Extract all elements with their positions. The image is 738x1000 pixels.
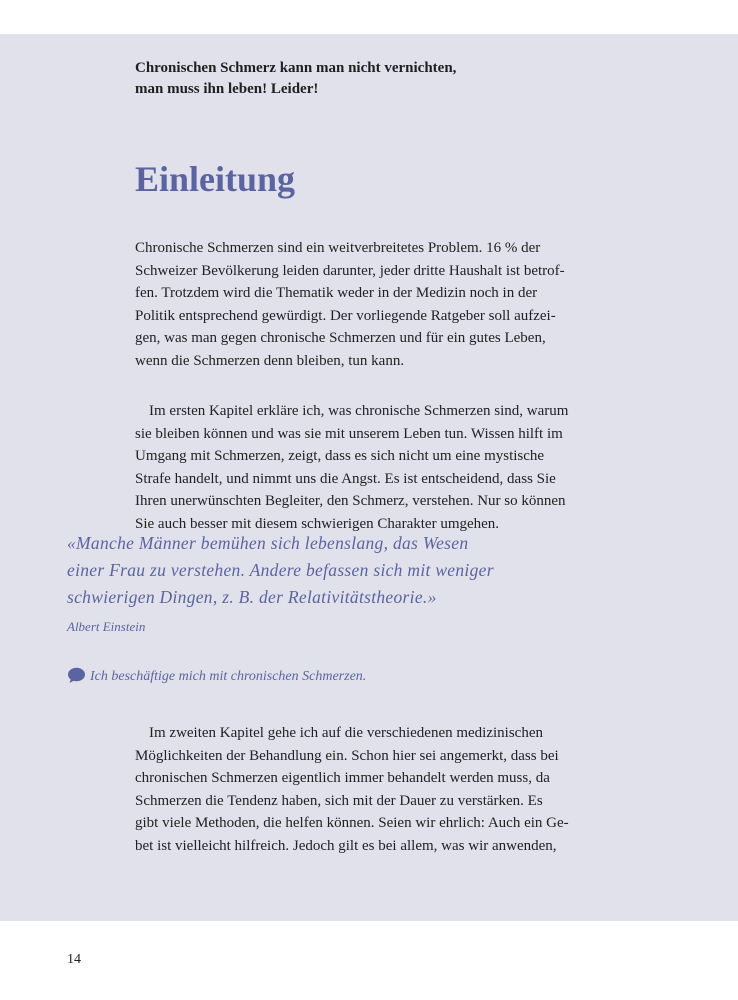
text-line: Im ersten Kapitel erkläre ich, was chronische Schmerzen sind, warum (149, 403, 569, 419)
text-line: Schweizer Bevölkerung leiden darunter, jeder dritte Haushalt ist betrof- (135, 262, 565, 279)
text-line: sie bleiben können und was sie mit unserem Leben tun. Wissen hilft im (135, 425, 563, 442)
margin-note-text: Ich beschäftige mich mit chronischen Schmerzen. (90, 669, 367, 684)
text-line: wenn die Schmerzen denn bleiben, tun kann. (135, 352, 405, 369)
quote-line: schwierigen Dingen, z. B. der Relativitätstheorie.» (67, 587, 437, 607)
text-line: gen, was man gegen chronische Schmerzen und für ein gutes Leben, (135, 330, 546, 347)
text-line: chronischen Schmerzen eigentlich immer behandelt werden muss, da (135, 770, 550, 787)
text-line: Umgang mit Schmerzen, zeigt, dass es sich nicht um eine mystische (135, 448, 545, 465)
intro-paragraph (135, 237, 660, 373)
quote-line: einer Frau zu verstehen. Andere befassen sich mit weniger (67, 560, 494, 580)
motto (135, 58, 655, 100)
text-line: bet ist vielleicht hilfreich. Jedoch gilt es bei allem, was wir anwenden, (135, 837, 557, 854)
motto-line: man muss ihn leben! Leider! (135, 81, 319, 97)
text-line: Ihren unerwünschten Begleiter, den Schmerz, verstehen. Nur so können (135, 493, 566, 510)
text-line: Chronische Schmerzen sind ein weitverbreitetes Problem. 16 % der (135, 240, 541, 256)
chapter1-paragraph (135, 400, 660, 536)
text-line: gibt viele Methoden, die helfen können. Seien wir ehrlich: Auch ein Ge- (135, 815, 569, 832)
chapter-heading: Einleitung (135, 159, 296, 199)
quote-author: Albert Einstein (67, 619, 146, 634)
einstein-quote (67, 530, 667, 611)
text-line: Möglichkeiten der Behandlung ein. Schon hier sei angemerkt, dass bei (135, 747, 559, 764)
page-number: 14 (67, 952, 81, 967)
margin-note (67, 667, 366, 687)
text-line: Sie auch besser mit diesem schwierigen Charakter umgehen. (135, 515, 500, 532)
text-line: fen. Trotzdem wird die Thematik weder in der Medizin noch in der (135, 285, 538, 302)
motto-line: Chronischen Schmerz kann man nicht vernichten, (135, 60, 457, 76)
text-line: Im zweiten Kapitel gehe ich auf die verschiedenen medizinischen (149, 725, 543, 741)
text-line: Strafe handelt, und nimmt uns die Angst. Es ist entscheidend, dass Sie (135, 470, 556, 487)
speech-bubble-icon (67, 667, 86, 684)
text-line: Schmerzen die Tendenz haben, sich mit der Dauer zu verstärken. Es (135, 792, 543, 809)
chapter2-paragraph (135, 722, 660, 858)
text-line: Politik entsprechend gewürdigt. Der vorliegende Ratgeber soll aufzei- (135, 307, 556, 324)
quote-line: «Manche Männer bemühen sich lebenslang, das Wesen (67, 533, 469, 553)
